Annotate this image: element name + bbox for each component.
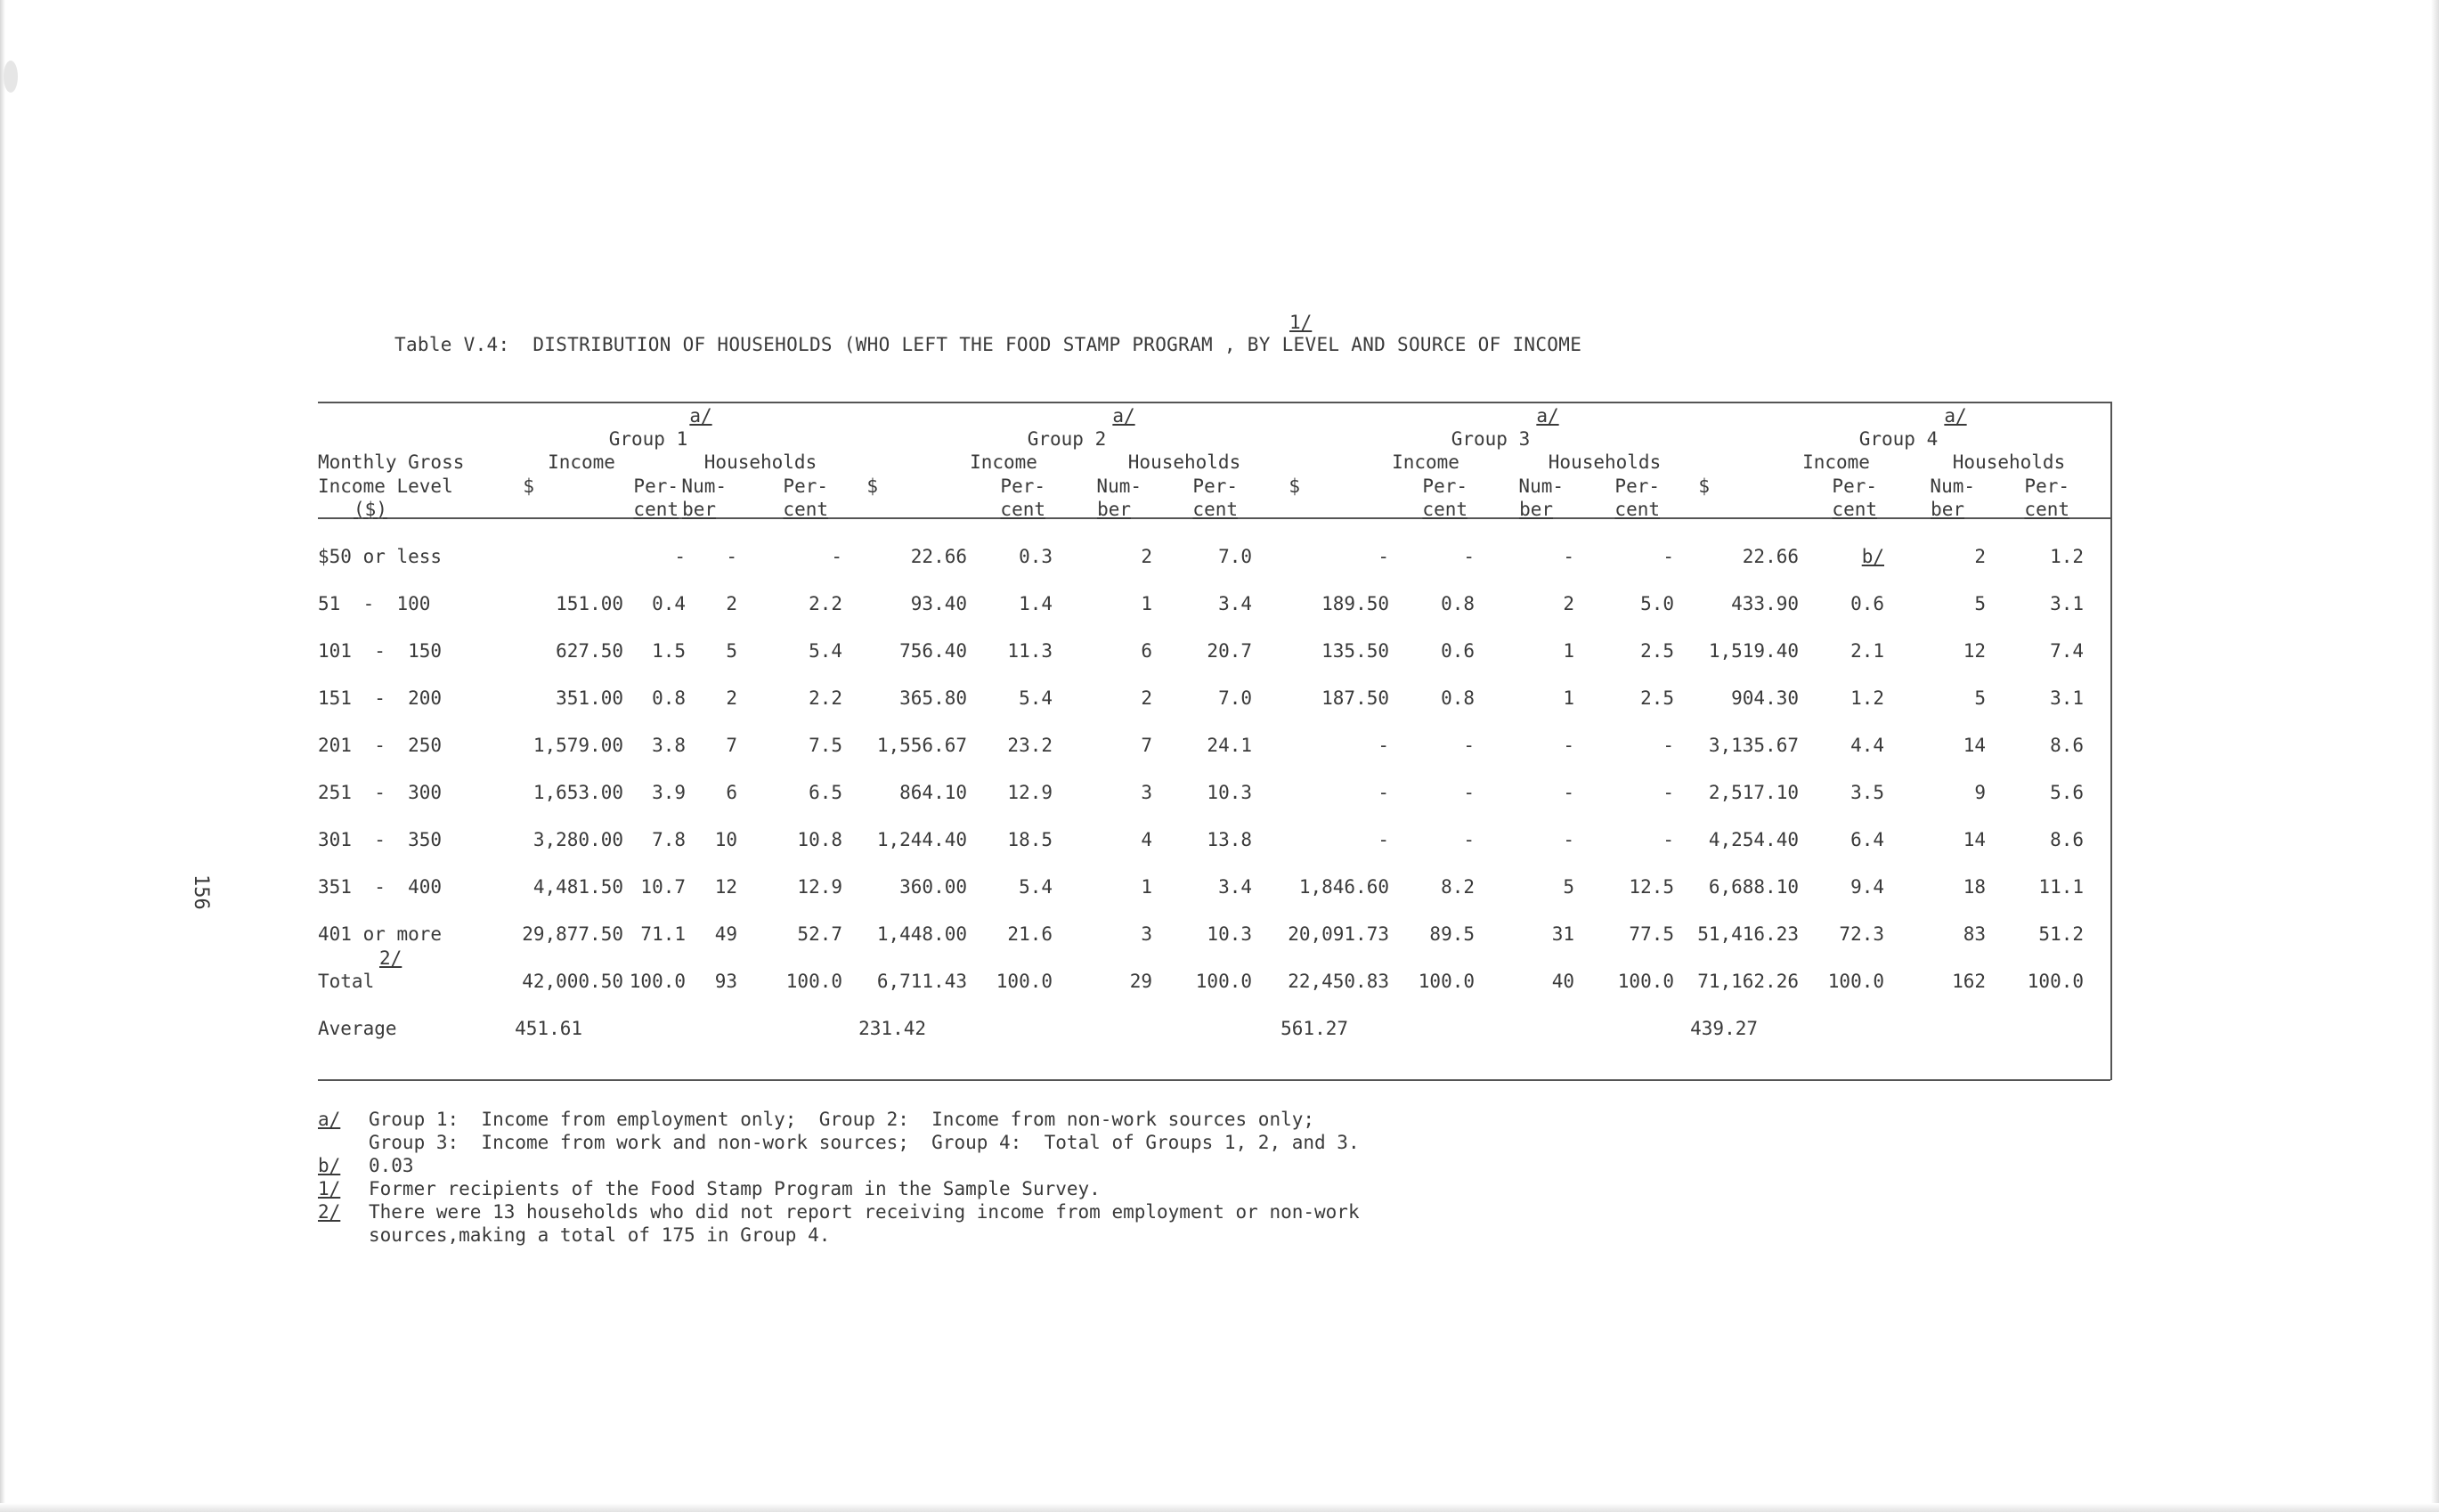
table-cell: 3.5 [1850, 782, 1884, 803]
table-cell: 18.5 [1007, 829, 1053, 850]
table-cell: 100.0 [1827, 971, 1884, 992]
table-cell: 22.66 [1742, 546, 1799, 567]
group-3-households-header: Households [1548, 451, 1662, 473]
table-cell: 4,481.50 [533, 876, 623, 898]
table-cell: 2 [1563, 593, 1574, 614]
table-cell: 18 [1963, 876, 1986, 898]
table-cell: 360.00 [899, 876, 967, 898]
average-value: 439.27 [1690, 1018, 1758, 1039]
table-cell: 1.4 [1019, 593, 1053, 614]
group-3-header: Group 3 [1451, 428, 1531, 450]
table-cell: 2 [1141, 687, 1152, 709]
group-1-income-percent-header-2: cent [633, 499, 679, 520]
table-cell: 2.2 [809, 687, 842, 709]
table-cell: 3,280.00 [533, 829, 623, 850]
group-4-income-percent-header: Per- [1832, 476, 1877, 497]
table-cell: - [1663, 829, 1674, 850]
average-value: 561.27 [1280, 1018, 1348, 1039]
table-cell: 7 [726, 735, 737, 756]
group-2-number-header-2: ber [1097, 499, 1131, 520]
table-cell: 6 [1141, 640, 1152, 662]
group-2-number-header: Num- [1096, 476, 1142, 497]
table-cell: 3.1 [2050, 687, 2084, 709]
table-cell: 2 [1974, 546, 1986, 567]
table-cell: 365.80 [899, 687, 967, 709]
table-cell: 14 [1963, 735, 1986, 756]
table-cell: 100.0 [1195, 971, 1252, 992]
row-label: 401 or more [318, 923, 443, 945]
average-label: Average [318, 1018, 397, 1039]
table-cell: 0.6 [1441, 640, 1475, 662]
group-2-hh-percent-header: Per- [1192, 476, 1238, 497]
page-bottom-edge [0, 1503, 2439, 1512]
row-label: 51 - 100 [318, 593, 431, 614]
group-3-hh-percent-header-2: cent [1614, 499, 1660, 520]
footnote-marker: 1/ [318, 1178, 341, 1199]
table-cell: 24.1 [1207, 735, 1252, 756]
table-cell: 756.40 [899, 640, 967, 662]
table-cell: 2.5 [1640, 687, 1674, 709]
group-1-income-percent-header: Per- [633, 476, 679, 497]
table-cell: 20,091.73 [1288, 923, 1389, 945]
table-cell: 21.6 [1007, 923, 1053, 945]
table-cell: 1 [1563, 640, 1574, 662]
table-cell: 5 [726, 640, 737, 662]
table-cell: - [1563, 782, 1574, 803]
table-cell: 93.40 [910, 593, 967, 614]
table-cell: 5.0 [1640, 593, 1674, 614]
table-cell: 4 [1141, 829, 1152, 850]
table-cell: 3 [1141, 923, 1152, 945]
row-header-line-2: Income Level [318, 476, 453, 497]
group-3-income-header: Income [1392, 451, 1459, 473]
table-cell: 0.8 [1441, 593, 1475, 614]
table-cell: 3.9 [652, 782, 686, 803]
table-cell: - [674, 546, 686, 567]
table-cell: 5.4 [1019, 687, 1053, 709]
group-4-hh-percent-header: Per- [2024, 476, 2069, 497]
table-cell: 100.0 [1617, 971, 1674, 992]
table-cell: 162 [1952, 971, 1986, 992]
group-2-hh-percent-header-2: cent [1192, 499, 1238, 520]
table-cell: 6,688.10 [1708, 876, 1799, 898]
table-cell: - [1663, 735, 1674, 756]
table-cell: 5 [1974, 687, 1986, 709]
table-cell: 8.6 [2050, 829, 2084, 850]
table-cell: - [1463, 829, 1475, 850]
table-cell: - [1378, 829, 1389, 850]
page-left-edge [0, 0, 5, 1512]
table-cell: 12.9 [1007, 782, 1053, 803]
table-cell: 1,556.67 [876, 735, 967, 756]
table-cell: 12 [1963, 640, 1986, 662]
row-label: 301 - 350 [318, 829, 443, 850]
table-cell: 40 [1551, 971, 1574, 992]
table-cell: 6.5 [809, 782, 842, 803]
table-cell: 6.4 [1850, 829, 1884, 850]
group-1-note: a/ [689, 405, 712, 427]
table-cell: 1.5 [652, 640, 686, 662]
table-cell: 42,000.50 [522, 971, 623, 992]
group-1-income-header: Income [548, 451, 615, 473]
table-cell: 5.4 [1019, 876, 1053, 898]
table-cell: 8.6 [2050, 735, 2084, 756]
table-cell: 10 [714, 829, 737, 850]
footnote-text: Group 3: Income from work and non-work sources; Group 4: Total of Groups 1, 2, and 3. [369, 1132, 1360, 1153]
table-cell: 11.1 [2038, 876, 2084, 898]
table-cell: 4,254.40 [1708, 829, 1799, 850]
table-cell: 51.2 [2038, 923, 2084, 945]
table-cell: 864.10 [899, 782, 967, 803]
group-3-income-percent-header: Per- [1422, 476, 1467, 497]
table-cell: 0.8 [1441, 687, 1475, 709]
footnote-text: 0.03 [369, 1155, 414, 1176]
row-label: 351 - 400 [318, 876, 443, 898]
table-cell: 6 [726, 782, 737, 803]
table-cell: 3 [1141, 782, 1152, 803]
table-cell: - [1663, 782, 1674, 803]
table-cell: 1 [1563, 687, 1574, 709]
group-3-dollar-header: $ [1289, 476, 1300, 497]
table-cell: 189.50 [1321, 593, 1389, 614]
table-cell: 3.8 [652, 735, 686, 756]
table-title: Table V.4: DISTRIBUTION OF HOUSEHOLDS (WHO LEFT THE FOOD STAMP PROGRAM , BY LEVEL AND SOURCE OF INCOME [394, 334, 1582, 355]
table-cell: 1,448.00 [876, 923, 967, 945]
table-cell: 23.2 [1007, 735, 1053, 756]
table-cell: 1 [1141, 876, 1152, 898]
table-cell: 5 [1563, 876, 1574, 898]
group-4-income-header: Income [1802, 451, 1870, 473]
table-cell: - [831, 546, 842, 567]
row-label: 251 - 300 [318, 782, 443, 803]
table-cell: 77.5 [1629, 923, 1674, 945]
table-cell: 7.0 [1218, 687, 1252, 709]
table-cell: 5.6 [2050, 782, 2084, 803]
group-4-number-header-2: ber [1931, 499, 1964, 520]
group-3-number-header: Num- [1518, 476, 1564, 497]
table-cell: 20.7 [1207, 640, 1252, 662]
table-top-rule [318, 402, 2110, 403]
table-cell: 9.4 [1850, 876, 1884, 898]
table-cell: 10.3 [1207, 782, 1252, 803]
table-cell: 12.9 [797, 876, 842, 898]
group-4-income-percent-header-2: cent [1832, 499, 1877, 520]
average-value: 231.42 [858, 1018, 926, 1039]
table-cell: 2.2 [809, 593, 842, 614]
group-2-note: a/ [1112, 405, 1135, 427]
table-cell: 100.0 [629, 971, 686, 992]
table-cell: 51,416.23 [1697, 923, 1799, 945]
row-label: Total [318, 971, 375, 992]
table-cell: 8.2 [1441, 876, 1475, 898]
group-3-hh-percent-header: Per- [1614, 476, 1660, 497]
table-cell: 52.7 [797, 923, 842, 945]
table-cell: 135.50 [1321, 640, 1389, 662]
group-4-households-header: Households [1952, 451, 2066, 473]
table-cell: 3.4 [1218, 593, 1252, 614]
table-cell: 433.90 [1731, 593, 1799, 614]
table-cell: - [1563, 735, 1574, 756]
group-1-number-header: Num- [681, 476, 727, 497]
table-cell: 1,244.40 [876, 829, 967, 850]
table-cell: 4.4 [1850, 735, 1884, 756]
group-1-header: Group 1 [608, 428, 688, 450]
table-cell: 10.8 [797, 829, 842, 850]
table-cell: 1,653.00 [533, 782, 623, 803]
table-cell: 83 [1963, 923, 1986, 945]
table-cell: 1,579.00 [533, 735, 623, 756]
table-cell: 22,450.83 [1288, 971, 1389, 992]
table-cell: 2 [726, 593, 737, 614]
group-4-dollar-header: $ [1698, 476, 1710, 497]
table-cell: 2 [726, 687, 737, 709]
table-cell: 5.4 [809, 640, 842, 662]
total-note-marker: 2/ [379, 947, 402, 969]
table-cell: 1.2 [2050, 546, 2084, 567]
table-cell: 14 [1963, 829, 1986, 850]
table-cell: 0.6 [1850, 593, 1884, 614]
table-cell: 100.0 [2027, 971, 2084, 992]
table-bottom-rule [318, 1079, 2110, 1081]
table-cell: - [1563, 546, 1574, 567]
footnote-text: There were 13 households who did not report receiving income from employment or non-work [369, 1201, 1360, 1223]
table-cell: 0.3 [1019, 546, 1053, 567]
group-2-dollar-header: $ [866, 476, 878, 497]
table-cell: 9 [1974, 782, 1986, 803]
footnote-text: Group 1: Income from employment only; Group 2: Income from non-work sources only; [369, 1109, 1315, 1130]
group-1-number-header-2: ber [682, 499, 716, 520]
footnote-text: Former recipients of the Food Stamp Program in the Sample Survey. [369, 1178, 1101, 1199]
row-label: 151 - 200 [318, 687, 443, 709]
table-cell: 29 [1129, 971, 1152, 992]
scan-blot [4, 61, 18, 93]
table-cell: 72.3 [1839, 923, 1884, 945]
group-1-households-header: Households [703, 451, 817, 473]
footnote-marker: a/ [318, 1109, 341, 1130]
table-cell: 100.0 [1418, 971, 1475, 992]
table-cell: 93 [714, 971, 737, 992]
table-cell: 10.7 [640, 876, 686, 898]
table-cell: 187.50 [1321, 687, 1389, 709]
table-cell: - [1563, 829, 1574, 850]
table-cell: 29,877.50 [522, 923, 623, 945]
table-cell: 627.50 [556, 640, 623, 662]
table-cell: 2,517.10 [1708, 782, 1799, 803]
table-cell: 7 [1141, 735, 1152, 756]
title-footnote-marker: 1/ [1289, 312, 1313, 333]
group-2-income-percent-header-2: cent [1000, 499, 1045, 520]
table-cell: 2.5 [1640, 640, 1674, 662]
row-header-line-1: Monthly Gross [318, 451, 465, 473]
group-4-hh-percent-header-2: cent [2024, 499, 2069, 520]
table-cell: 71,162.26 [1697, 971, 1799, 992]
table-cell: 351.00 [556, 687, 623, 709]
table-cell: - [1378, 735, 1389, 756]
table-cell: 10.3 [1207, 923, 1252, 945]
table-cell: 904.30 [1731, 687, 1799, 709]
row-header-line-3: ($) [354, 499, 387, 520]
table-cell: 71.1 [640, 923, 686, 945]
table-cell: 7.8 [652, 829, 686, 850]
table-cell: 0.8 [652, 687, 686, 709]
table-cell: 1.2 [1850, 687, 1884, 709]
table-cell: - [1378, 782, 1389, 803]
table-cell: - [1663, 546, 1674, 567]
group-1-hh-percent-header-2: cent [783, 499, 828, 520]
table-cell: 13.8 [1207, 829, 1252, 850]
table-cell: b/ [1861, 546, 1884, 567]
table-cell: 12 [714, 876, 737, 898]
table-cell: 7.4 [2050, 640, 2084, 662]
table-cell: 151.00 [556, 593, 623, 614]
table-cell: - [1463, 546, 1475, 567]
footnote-marker: b/ [318, 1155, 341, 1176]
group-2-income-header: Income [970, 451, 1037, 473]
table-cell: 1,846.60 [1298, 876, 1389, 898]
table-cell: 89.5 [1429, 923, 1475, 945]
page-right-edge [2431, 0, 2439, 1512]
group-3-income-percent-header-2: cent [1422, 499, 1467, 520]
group-4-header: Group 4 [1858, 428, 1939, 450]
table-cell: 7.0 [1218, 546, 1252, 567]
footnote-marker: 2/ [318, 1201, 341, 1223]
table-cell: 2.1 [1850, 640, 1884, 662]
table-cell: 11.3 [1007, 640, 1053, 662]
table-cell: 100.0 [996, 971, 1053, 992]
table-cell: 2 [1141, 546, 1152, 567]
footnote-text: sources,making a total of 175 in Group 4. [369, 1224, 831, 1246]
table-cell: - [1463, 782, 1475, 803]
table-cell: 0.4 [652, 593, 686, 614]
table-cell: 31 [1551, 923, 1574, 945]
table-cell: - [726, 546, 737, 567]
group-2-income-percent-header: Per- [1000, 476, 1045, 497]
table-cell: 49 [714, 923, 737, 945]
table-cell: 22.66 [910, 546, 967, 567]
table-cell: - [1463, 735, 1475, 756]
row-label: $50 or less [318, 546, 443, 567]
row-label: 201 - 250 [318, 735, 443, 756]
table-cell: - [1378, 546, 1389, 567]
table-cell: 1 [1141, 593, 1152, 614]
row-label: 101 - 150 [318, 640, 443, 662]
table-cell: 1,519.40 [1708, 640, 1799, 662]
group-2-households-header: Households [1127, 451, 1241, 473]
group-4-number-header: Num- [1930, 476, 1975, 497]
group-3-note: a/ [1536, 405, 1559, 427]
average-value: 451.61 [515, 1018, 582, 1039]
group-1-dollar-header: $ [523, 476, 534, 497]
table-cell: 3.1 [2050, 593, 2084, 614]
table-cell: 6,711.43 [876, 971, 967, 992]
table-cell: 100.0 [785, 971, 842, 992]
group-1-hh-percent-header: Per- [783, 476, 828, 497]
group-3-number-header-2: ber [1519, 499, 1553, 520]
table-cell: 12.5 [1629, 876, 1674, 898]
group-4-note: a/ [1944, 405, 1967, 427]
table-cell: 3,135.67 [1708, 735, 1799, 756]
group-2-header: Group 2 [1027, 428, 1107, 450]
table-cell: 3.4 [1218, 876, 1252, 898]
page-number: 156 [190, 874, 212, 910]
table-cell: 7.5 [809, 735, 842, 756]
table-cell: 5 [1974, 593, 1986, 614]
